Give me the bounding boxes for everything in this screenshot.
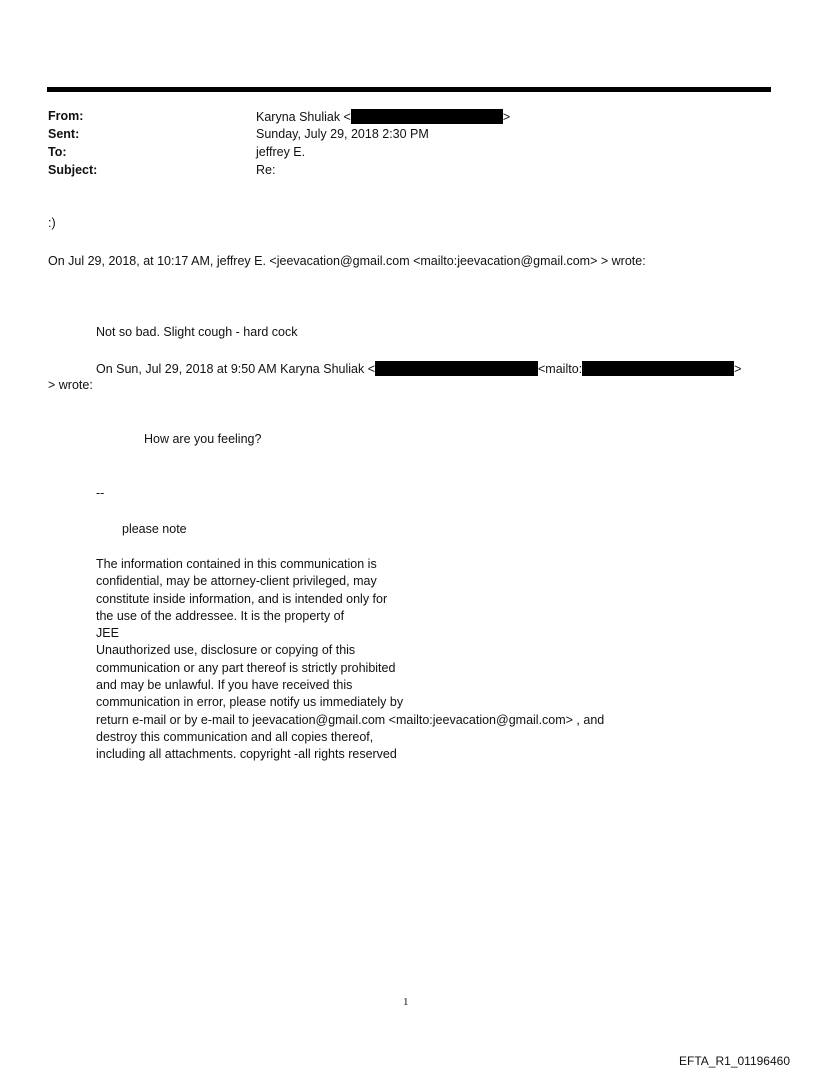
to-value: jeffrey E. <box>256 145 306 159</box>
disclaimer-line: confidential, may be attorney-client privileged, may <box>96 574 377 589</box>
from-label: From: <box>48 109 84 123</box>
page-number: 1 <box>403 996 409 1008</box>
disclaimer-line: constitute inside information, and is intended only for <box>96 591 388 606</box>
disclaimer-line: communication in error, please notify us immediately by <box>96 695 404 710</box>
from-close: > <box>502 110 511 124</box>
please-note: please note <box>122 522 187 536</box>
reply-text: :) <box>48 216 56 230</box>
disclaimer-line: JEE <box>96 626 119 641</box>
redacted-email <box>351 109 503 124</box>
disclaimer-line: The information contained in this communication is <box>96 557 377 571</box>
quote2-header-start: On Sun, Jul 29, 2018 at 9:50 AM Karyna Shuliak < <box>96 362 375 376</box>
quote2-close: > <box>734 362 742 376</box>
sent-value: Sunday, July 29, 2018 2:30 PM <box>256 127 429 141</box>
sent-label: Sent: <box>48 127 80 141</box>
disclaimer-line: Unauthorized use, disclosure or copying of this <box>96 643 356 658</box>
disclaimer-line: destroy this communication and all copies thereof, <box>96 729 374 744</box>
redacted-email <box>582 361 734 376</box>
signature-separator: -- <box>96 486 105 500</box>
disclaimer <box>96 556 604 764</box>
from-value <box>256 109 510 124</box>
quote2-header <box>96 361 741 376</box>
disclaimer-line: return e-mail or by e-mail to jeevacation@gmail.com <mailto:jeevacation@gmail.com> , and <box>96 712 605 727</box>
quote1-header: On Jul 29, 2018, at 10:17 AM, jeffrey E. <jeevacation@gmail.com <mailto:jeevacation@gmail.com> > wrote: <box>48 254 646 268</box>
document-id: EFTA_R1_01196460 <box>679 1054 790 1068</box>
subject-label: Subject: <box>48 163 98 177</box>
disclaimer-line: and may be unlawful. If you have received this <box>96 678 353 693</box>
quote2-text: How are you feeling? <box>144 432 262 446</box>
disclaimer-line: the use of the addressee. It is the property of <box>96 608 345 623</box>
to-label: To: <box>48 145 67 159</box>
redacted-email <box>375 361 538 376</box>
disclaimer-line: including all attachments. copyright -all rights reserved <box>96 747 397 762</box>
quote2-wrote: > wrote: <box>48 378 93 392</box>
header-rule <box>47 87 771 92</box>
quote1-text: Not so bad. Slight cough - hard cock <box>96 325 298 339</box>
from-name: Karyna Shuliak < <box>256 110 351 124</box>
disclaimer-line: communication or any part thereof is strictly prohibited <box>96 660 396 675</box>
quote2-mailto: <mailto: <box>538 362 583 376</box>
subject-value: Re: <box>256 163 276 177</box>
